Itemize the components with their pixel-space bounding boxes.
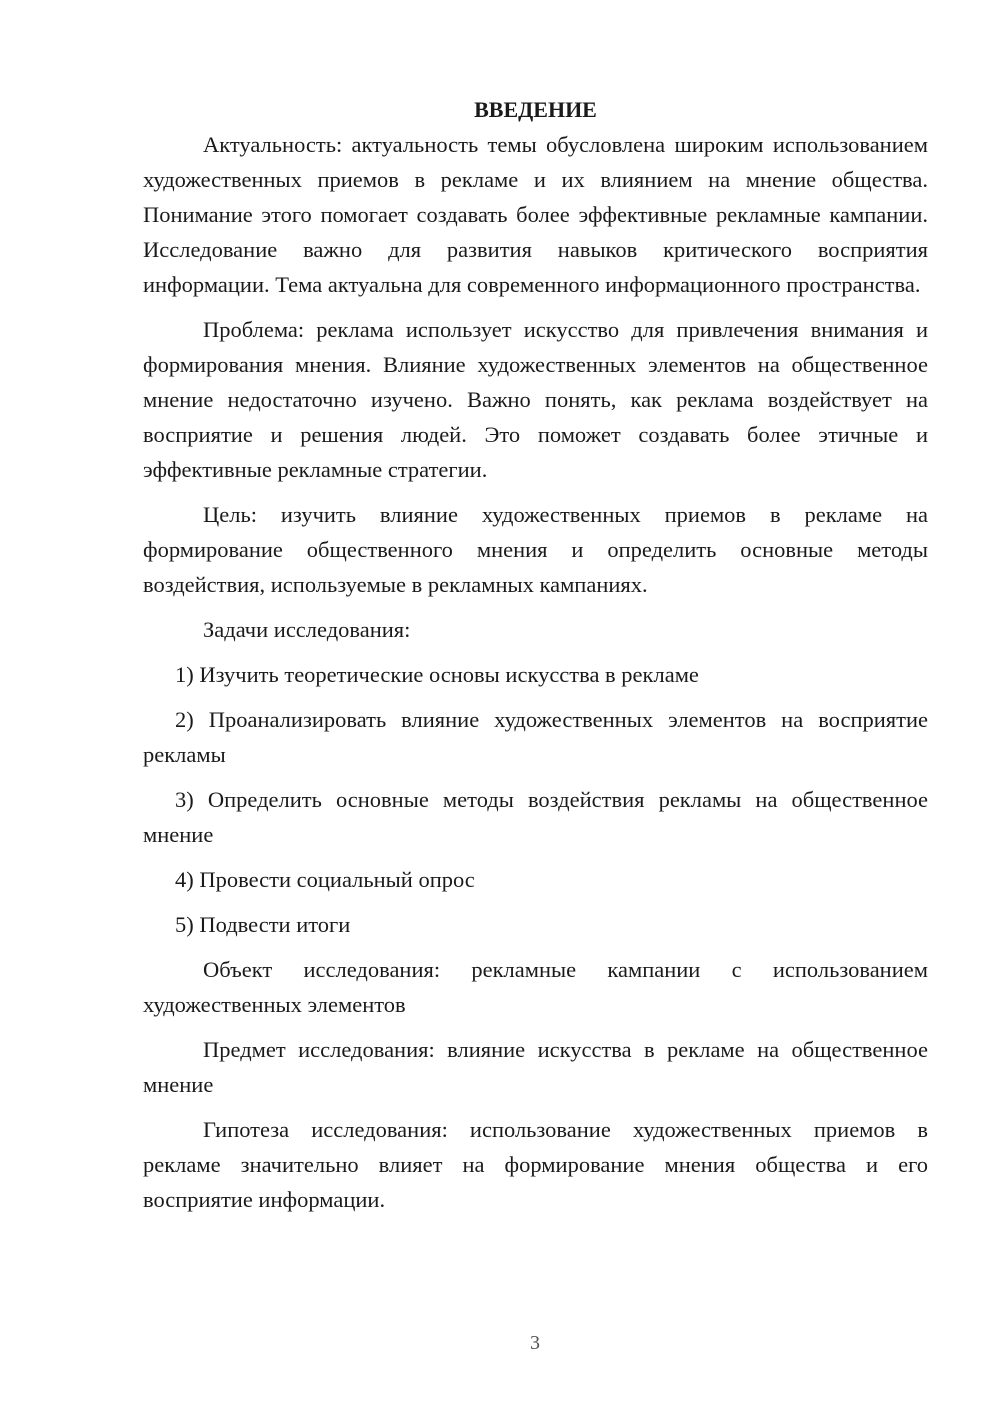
paragraph-subject: Предмет исследования: влияние искусства в рекламе на общественное мнение: [143, 1037, 928, 1097]
paragraph-problem: Проблема: реклама использует искусство для привлечения внимания и формирования мнения. Влияние художественных элементов на общественное мнение недостаточно изучено. Важно понять, как реклама воздействует на восприятие и решения людей. Это поможет создавать более этичные и эффективные рекламные стратегии.: [143, 317, 928, 482]
section-title: ВВЕДЕНИЕ: [474, 97, 597, 122]
task-item-2: 2) Проанализировать влияние художественных элементов на восприятие рекламы: [143, 707, 928, 767]
document-page: [143, 92, 928, 1217]
task-item-3: 3) Определить основные методы воздействия рекламы на общественное мнение: [143, 787, 928, 847]
task-item-5: 5) Подвести итоги: [175, 912, 351, 937]
task-item-1: 1) Изучить теоретические основы искусства в рекламе: [175, 662, 699, 687]
tasks-heading: Задачи исследования:: [203, 617, 411, 642]
paragraph-relevance: Актуальность: актуальность темы обусловлена широким использованием художественных приемов в рекламе и их влиянием на мнение общества. Понимание этого помогает создавать более эффективные рекламные кампании. Исследование важно для развития навыков критического восприятия информации. Тема актуальна для современного информационного пространства.: [143, 132, 928, 297]
task-item-4: 4) Провести социальный опрос: [175, 867, 475, 892]
paragraph-hypothesis: Гипотеза исследования: использование художественных приемов в рекламе значительно влияет на формирование мнения общества и его восприятие информации.: [143, 1117, 928, 1212]
page-number: 3: [530, 1332, 540, 1354]
paragraph-object: Объект исследования: рекламные кампании с использованием художественных элементов: [143, 957, 928, 1017]
paragraph-goal: Цель: изучить влияние художественных приемов в рекламе на формирование общественного мнения и определить основные методы воздействия, используемые в рекламных кампаниях.: [143, 502, 928, 597]
